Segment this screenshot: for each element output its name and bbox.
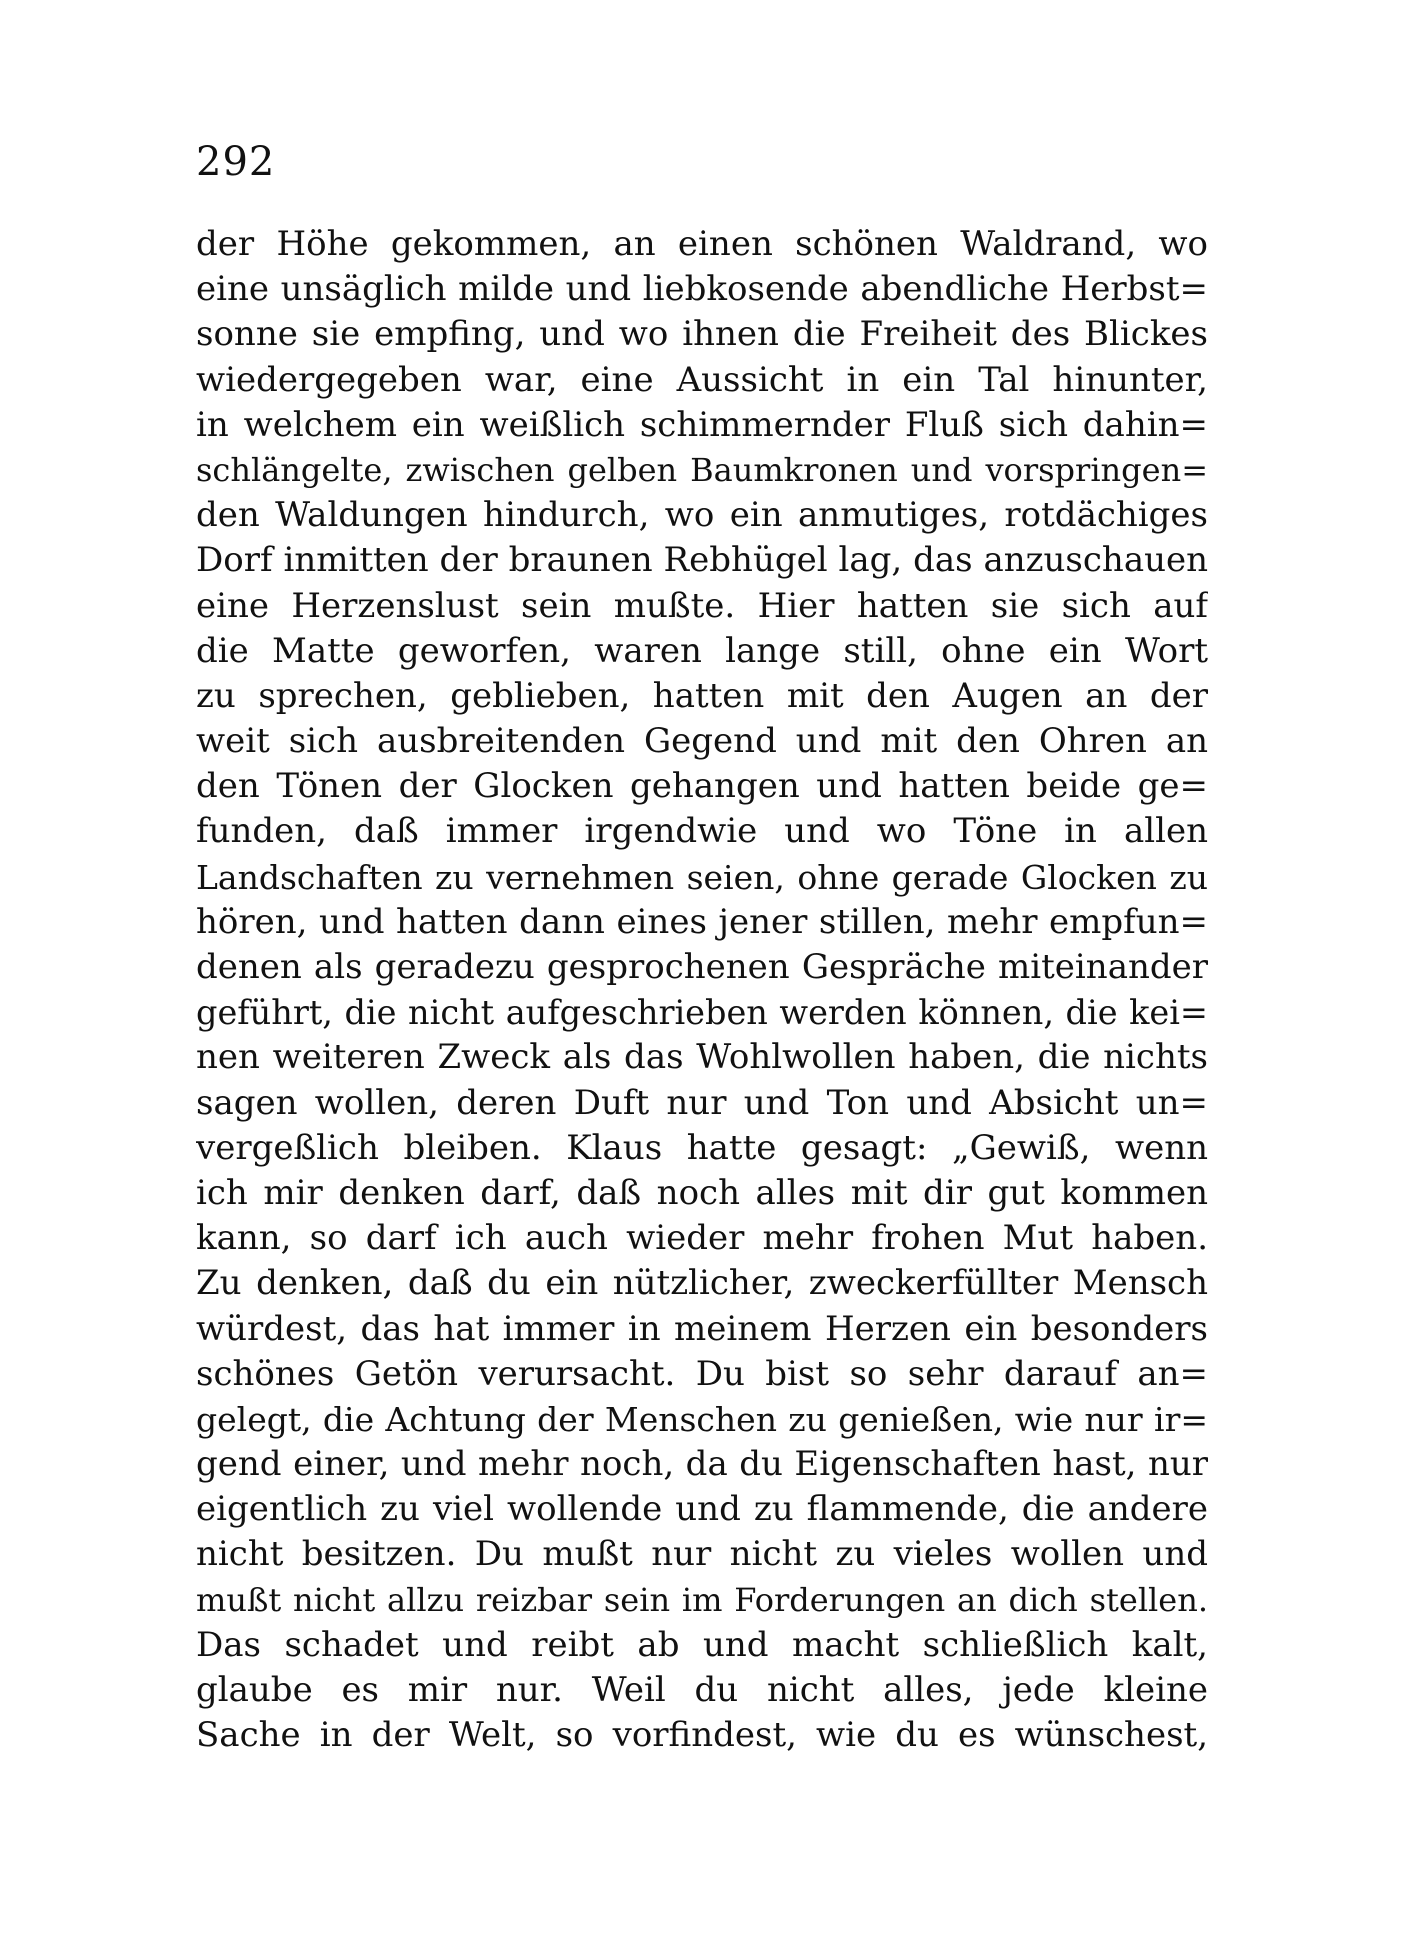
text-line: Das schadet und reibt ab und macht schließlich kalt, [196,1624,1208,1665]
text-line: den Waldungen hindurch, wo ein anmutiges, rotdächiges [196,495,1208,536]
text-line: eigentlich zu viel wollende und zu flammende, die andere [196,1489,1208,1530]
text-line: in welchem ein weißlich schimmernder Fluß sich dahin= [196,404,1208,445]
text-line: die Matte geworfen, waren lange still, ohne ein Wort [196,630,1208,671]
text-line: zu sprechen, geblieben, hatten mit den Augen an der [196,675,1208,716]
text-line: wiedergegeben war, eine Aussicht in ein Tal hinunter, [196,359,1208,400]
text-line: vergeßlich bleiben. Klaus hatte gesagt: „Gewiß, wenn [196,1127,1208,1168]
text-line: gend einer, und mehr noch, da du Eigenschaften hast, nur [196,1444,1208,1485]
text-line: mußt nicht allzu reizbar sein im Forderungen an dich stellen. [196,1580,1208,1619]
text-line: den Tönen der Glocken gehangen und hatten beide ge= [196,766,1208,807]
text-line: eine Herzenslust sein mußte. Hier hatten sie sich auf [196,585,1208,626]
text-line: nen weiteren Zweck als das Wohlwollen haben, die nichts [196,1037,1208,1078]
text-line: Zu denken, daß du ein nützlicher, zweckerfüllter Mensch [196,1263,1208,1304]
text-line: sagen wollen, deren Duft nur und Ton und Absicht un= [196,1082,1208,1123]
text-line: hören, und hatten dann eines jener stillen, mehr empfun= [196,901,1208,942]
text-line: sonne sie empfing, und wo ihnen die Freiheit des Blickes [196,314,1208,355]
text-line: schönes Getön verursacht. Du bist so sehr darauf an= [196,1353,1208,1394]
text-line: nicht besitzen. Du mußt nur nicht zu vieles wollen und [196,1534,1208,1575]
text-line: glaube es mir nur. Weil du nicht alles, jede kleine [196,1670,1208,1710]
text-line: Landschaften zu vernehmen seien, ohne gerade Glocken zu [196,857,1208,897]
text-line: kann, so darf ich auch wieder mehr frohen Mut haben. [196,1218,1208,1259]
text-line: ich mir denken darf, daß noch alles mit dir gut kommen [196,1172,1208,1213]
text-line: denen als geradezu gesprochenen Gespräche miteinander [196,947,1208,987]
text-line: funden, daß immer irgendwie und wo Töne in allen [196,811,1208,852]
page-number: 292 [196,139,276,185]
body-text [196,222,1208,1758]
text-line: geführt, die nicht aufgeschrieben werden können, die kei= [196,993,1208,1033]
text-line: Sache in der Welt, so vorfindest, wie du es wünschest, [196,1715,1208,1756]
text-line: eine unsäglich milde und liebkosende abendliche Herbst= [196,269,1208,310]
text-line: gelegt, die Achtung der Menschen zu genießen, wie nur ir= [196,1399,1208,1439]
text-line: schlängelte, zwischen gelben Baumkronen und vorspringen= [196,450,1208,489]
text-line: weit sich ausbreitenden Gegend und mit den Ohren an [196,721,1208,762]
text-line: der Höhe gekommen, an einen schönen Waldrand, wo [196,224,1208,264]
text-line: Dorf inmitten der braunen Rebhügel lag, das anzuschauen [196,540,1208,581]
text-line: würdest, das hat immer in meinem Herzen ein besonders [196,1308,1208,1349]
